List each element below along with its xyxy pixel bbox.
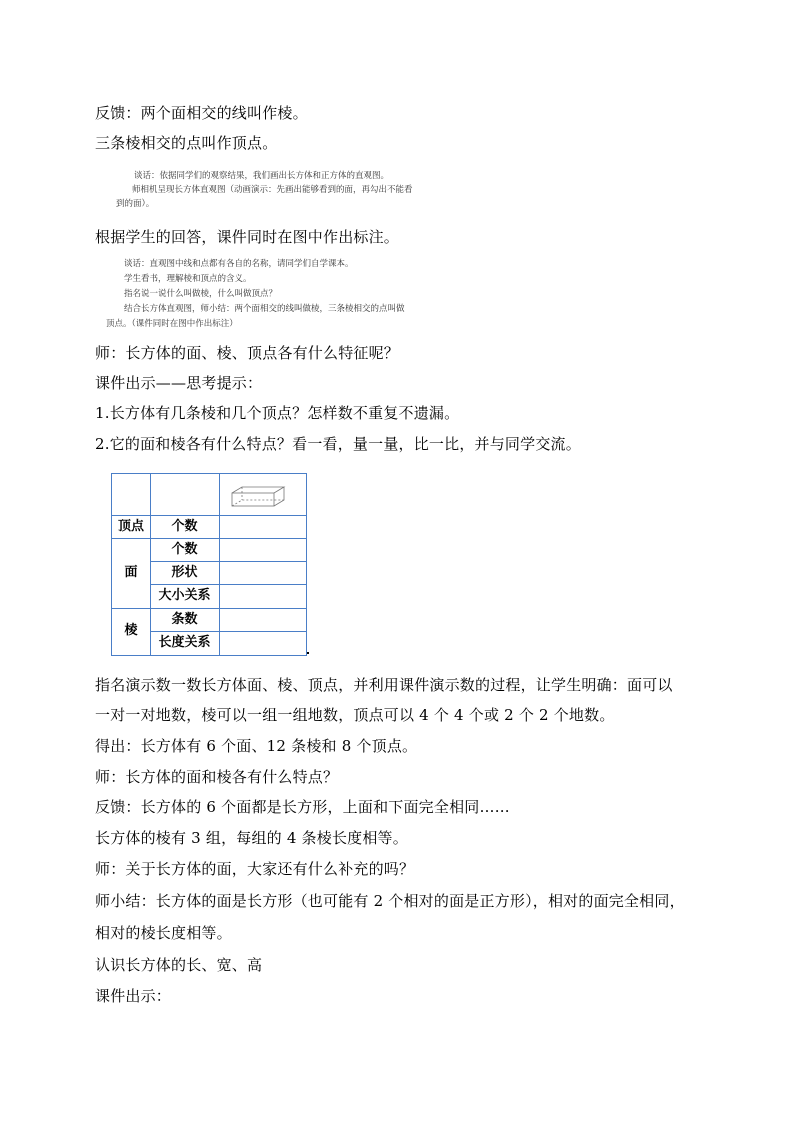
text-line: 反馈：两个面相交的线叫作棱。 <box>95 104 308 122</box>
row-header-edge: 棱 <box>124 623 138 638</box>
text-line: 长方体的棱有 3 组，每组的 4 条棱长度相等。 <box>95 829 408 847</box>
text-line: 相对的棱长度相等。 <box>95 924 232 942</box>
cell-face-shape: 形状 <box>171 565 198 580</box>
excerpt-line: 结合长方体直观图，师小结：两个面相交的线叫做棱，三条棱相交的点叫做 <box>124 304 405 314</box>
text-line: 认识长方体的长、宽、高 <box>95 956 263 974</box>
text-line: 1.长方体有几条棱和几个顶点？怎样数不重复不遗漏。 <box>95 404 460 422</box>
text-line: 师：长方体的面、棱、顶点各有什么特征呢？ <box>95 344 400 362</box>
excerpt-line: 顶点。（课件同时在图中作出标注） <box>106 319 238 329</box>
text-line: 师：关于长方体的面，大家还有什么补充的吗？ <box>95 860 415 878</box>
cuboid-diagram-icon <box>230 485 288 509</box>
text-line: 反馈：长方体的 6 个面都是长方形，上面和下面完全相同…… <box>95 798 510 816</box>
text-line: 师小结：长方体的面是长方形（也可能有 2 个相对的面是正方形），相对的面完全相同， <box>95 892 685 910</box>
text-line: 指名演示数一数长方体面、棱、顶点，并利用课件演示数的过程，让学生明确：面可以 <box>95 676 673 694</box>
text-line: 课件出示： <box>95 987 172 1005</box>
excerpt-line: 到的面）。 <box>116 199 155 209</box>
cell-vertex-count: 个数 <box>171 519 198 534</box>
text-line: 根据学生的回答，课件同时在图中作出标注。 <box>95 228 400 246</box>
text-line: 一对一对地数，棱可以一组一组地数，顶点可以 4 个 4 个或 2 个 2 个地数。 <box>95 706 615 724</box>
excerpt-line: 谈话：依据同学们的观察结果，我们画出长方体和正方体的直观图。 <box>134 171 390 181</box>
cell-face-count: 个数 <box>171 542 198 557</box>
excerpt-line: 师相机呈现长方体直观图（动画演示：先画出能够看到的面，再勾出不能看 <box>132 185 413 195</box>
excerpt-line: 学生看书，理解棱和顶点的含义。 <box>124 274 252 284</box>
cell-face-size-relation: 大小关系 <box>158 588 211 603</box>
text-line: 得出：长方体有 6 个面、12 条棱和 8 个顶点。 <box>95 737 418 755</box>
cell-edge-length-relation: 长度关系 <box>158 635 211 650</box>
punctuation-dot <box>307 652 309 654</box>
excerpt-line: 指名说一说什么叫做棱，什么叫做顶点？ <box>124 289 278 299</box>
excerpt-line: 谈话：直观图中线和点都有各自的名称，请同学们自学课本。 <box>124 259 354 269</box>
text-line: 课件出示——思考提示： <box>95 374 263 392</box>
text-line: 三条棱相交的点叫作顶点。 <box>95 134 278 152</box>
row-header-face: 面 <box>124 565 138 580</box>
cell-edge-count: 条数 <box>171 612 198 627</box>
text-line: 师：长方体的面和棱各有什么特点？ <box>95 768 339 786</box>
text-line: 2.它的面和棱各有什么特点？看一看，量一量，比一比，并与同学交流。 <box>95 435 581 453</box>
feature-table <box>111 473 307 656</box>
row-header-vertex: 顶点 <box>117 519 144 534</box>
